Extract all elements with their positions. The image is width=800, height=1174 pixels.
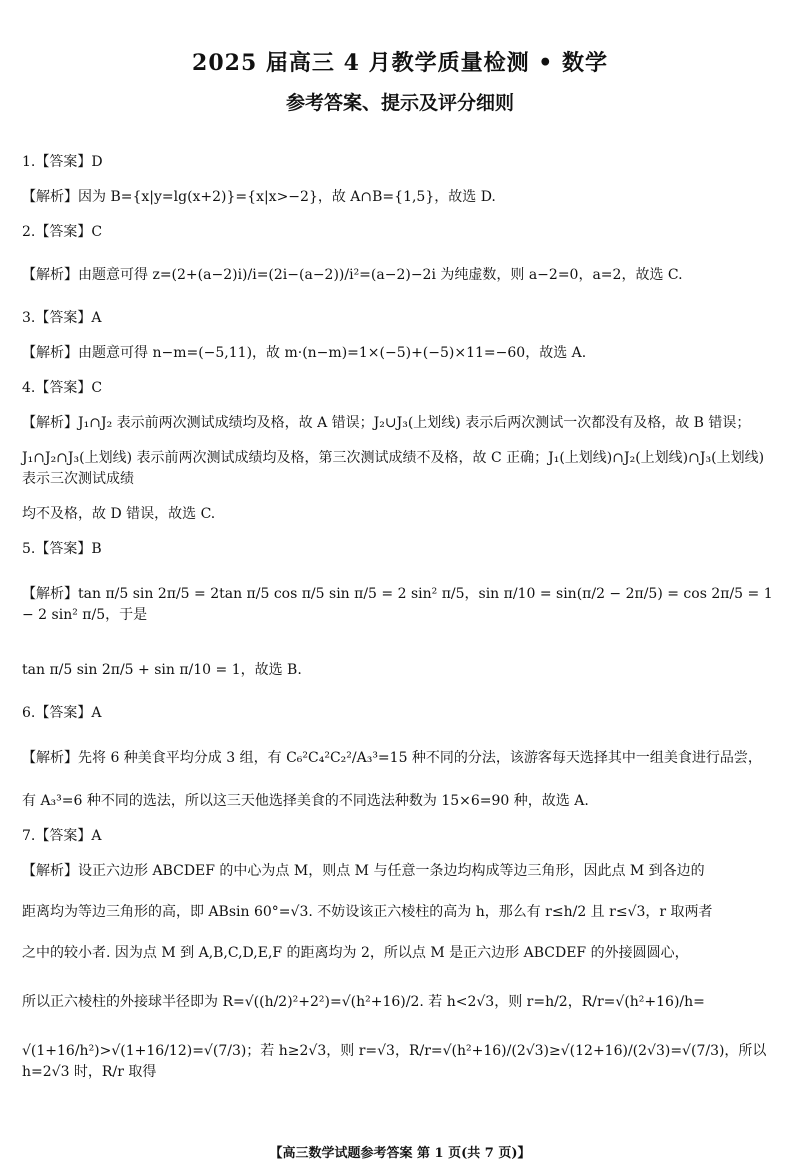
explanation-line: 均不及格，故 D 错误，故选 C. bbox=[22, 506, 216, 522]
answer-label: 1.【答案】D bbox=[22, 154, 103, 170]
answer-item-4 bbox=[22, 378, 782, 525]
answer-label: 5.【答案】B bbox=[22, 541, 102, 557]
explanation-line: 所以正六棱柱的外接球半径即为 R=√((h/2)²+2²)=√(h²+16)/2. 若 h<2√3，则 r=h/2，R/r=√(h²+16)/h= bbox=[22, 994, 705, 1010]
explanation bbox=[22, 413, 782, 525]
explanation bbox=[22, 861, 782, 1083]
document-subtitle: 参考答案、提示及评分细则 bbox=[285, 92, 514, 114]
answer-list bbox=[22, 152, 782, 1083]
answer-label: 6.【答案】A bbox=[22, 705, 102, 721]
page-footer: 【高三数学试题参考答案 第 1 页(共 7 页)】 bbox=[269, 1146, 531, 1161]
explanation-line: J₁∩J₂∩J₃(上划线) 表示前两次测试成绩均及格，第三次测试成绩不及格，故 C 正确；J₁(上划线)∩J₂(上划线)∩J₃(上划线) 表示三次测试成绩 bbox=[22, 450, 765, 487]
explanation bbox=[22, 584, 782, 681]
document-title: 2025 届高三 4 月教学质量检测 • 数学 bbox=[192, 50, 608, 76]
answer-item-5 bbox=[22, 539, 782, 681]
explanation-line: 【解析】J₁∩J₂ 表示前两次测试成绩均及格，故 A 错误；J₂∪J₃(上划线) 表示后两次测试一次都没有及格，故 B 错误； bbox=[22, 415, 751, 431]
explanation-line: 距离均为等边三角形的高，即 ABsin 60°=√3. 不妨设该正六棱柱的高为 h，那么有 r≤h/2 且 r≤√3，r 取两者 bbox=[22, 904, 713, 920]
explanation bbox=[22, 187, 782, 208]
explanation-line: 有 A₃³=6 种不同的选法，所以这三天他选择美食的不同选法种数为 15×6=90 种，故选 A. bbox=[22, 793, 589, 809]
answer-item-6 bbox=[22, 703, 782, 812]
explanation-line: 【解析】tan π/5 sin 2π/5 = 2tan π/5 cos π/5 sin π/5 = 2 sin² π/5，sin π/10 = sin(π/2 − 2π/5) = cos 2π/5 = 1 − 2 sin² π/5，于是 bbox=[22, 586, 773, 623]
explanation-line: 【解析】由题意可得 n−m=(−5,11)，故 m·(n−m)=1×(−5)+(−5)×11=−60，故选 A. bbox=[22, 345, 587, 361]
answer-item-3 bbox=[22, 308, 782, 364]
explanation-line: 【解析】由题意可得 z=(2+(a−2)i)/i=(2i−(a−2))/i²=(a−2)−2i 为纯虚数，则 a−2=0，a=2，故选 C. bbox=[22, 267, 683, 283]
explanation-line: 之中的较小者. 因为点 M 到 A,B,C,D,E,F 的距离均为 2，所以点 M 是正六边形 ABCDEF 的外接圆圆心， bbox=[22, 945, 689, 961]
answer-label: 7.【答案】A bbox=[22, 828, 102, 844]
explanation-line: 【解析】设正六边形 ABCDEF 的中心为点 M，则点 M 与任意一条边均构成等边三角形，因此点 M 到各边的 bbox=[22, 863, 705, 879]
explanation-line: 【解析】先将 6 种美食平均分成 3 组，有 C₆²C₄²C₂²/A₃³=15 种不同的分法，该游客每天选择其中一组美食进行品尝， bbox=[22, 750, 762, 766]
answer-item-7 bbox=[22, 826, 782, 1083]
answer-item-1 bbox=[22, 152, 782, 208]
answer-label: 2.【答案】C bbox=[22, 224, 103, 240]
explanation bbox=[22, 343, 782, 364]
answer-label: 4.【答案】C bbox=[22, 380, 103, 396]
explanation-line: tan π/5 sin 2π/5 + sin π/10 = 1，故选 B. bbox=[22, 662, 302, 678]
explanation bbox=[22, 265, 782, 286]
explanation bbox=[22, 748, 782, 812]
explanation-line: 【解析】因为 B={x|y=lg(x+2)}={x|x>−2}，故 A∩B={1,5}，故选 D. bbox=[22, 189, 496, 205]
answer-label: 3.【答案】A bbox=[22, 310, 102, 326]
answer-item-2 bbox=[22, 222, 782, 286]
explanation-line: √(1+16/h²)>√(1+16/12)=√(7/3)；若 h≥2√3，则 r=√3，R/r=√(h²+16)/(2√3)≥√(12+16)/(2√3)=√(7/3)，所以 h=2√3 时，R/r 取得 bbox=[22, 1043, 767, 1080]
